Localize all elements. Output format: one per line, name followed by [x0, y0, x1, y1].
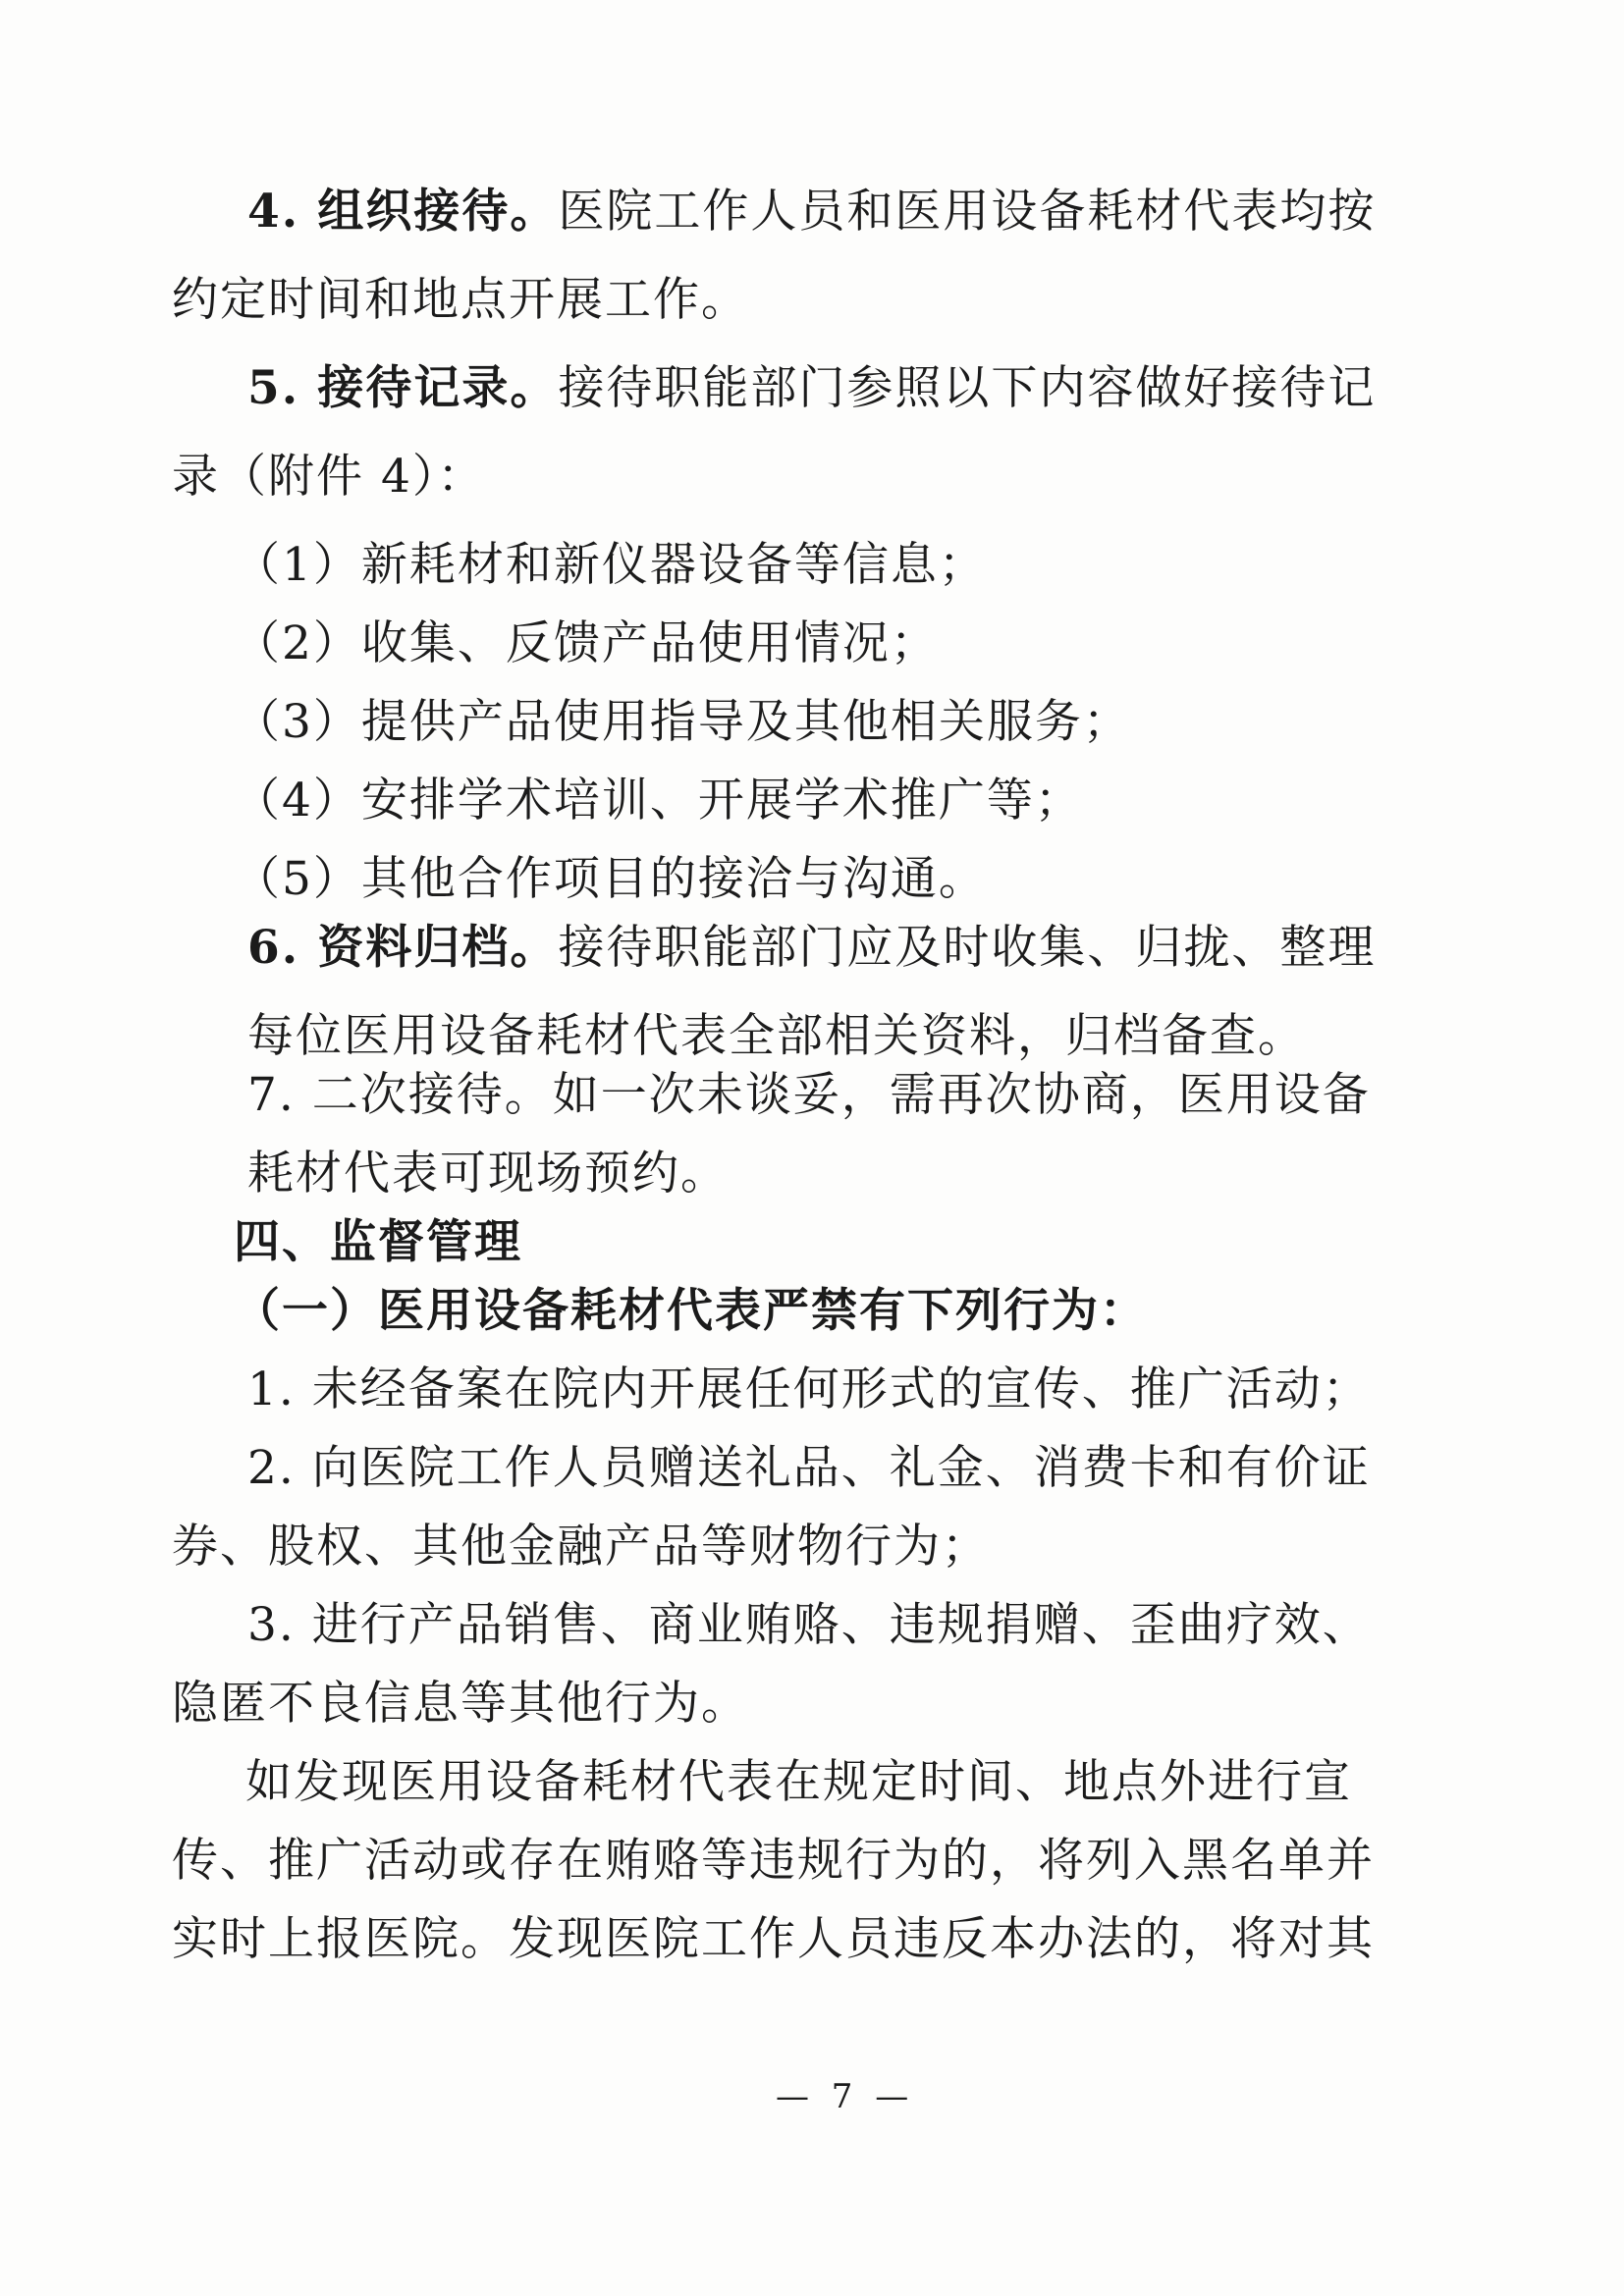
paragraph-lead: 4. 组织接待。	[247, 185, 559, 239]
paragraph-line: 耗材代表可现场预约。	[247, 1147, 729, 1201]
paragraph-line: 7. 二次接待。如一次未谈妥，需再次协商，医用设备	[247, 1068, 1371, 1122]
page-number: — 7 —	[776, 2077, 915, 2116]
paragraph-line: 券、股权、其他金融产品等财物行为；	[172, 1520, 990, 1574]
paragraph-text: 接待职能部门应及时收集、归拢、整理	[558, 921, 1377, 975]
paragraph-line: 2. 向医院工作人员赠送礼品、礼金、消费卡和有价证	[247, 1441, 1371, 1495]
paragraph-line: 1. 未经备案在院内开展任何形式的宣传、推广活动；	[247, 1362, 1371, 1416]
paragraph-line	[247, 361, 1376, 416]
paragraph-line	[247, 921, 1376, 976]
paragraph-lead: 6. 资料归档。	[247, 921, 559, 975]
subsection-heading: （一）医用设备耗材代表严禁有下列行为：	[234, 1284, 1148, 1338]
paragraph-lead: 5. 接待记录。	[247, 361, 559, 415]
paragraph-line: 传、推广活动或存在贿赂等违规行为的，将列入黑名单并	[172, 1834, 1375, 1888]
paragraph-text: 医院工作人员和医用设备耗材代表均按	[558, 185, 1377, 239]
paragraph-line: 实时上报医院。发现医院工作人员违反本办法的，将对其	[172, 1912, 1375, 1966]
paragraph-line: 每位医用设备耗材代表全部相关资料，归档备查。	[247, 1009, 1306, 1063]
list-item: （5）其他合作项目的接洽与沟通。	[234, 852, 987, 906]
paragraph-text: 接待职能部门参照以下内容做好接待记	[558, 361, 1377, 415]
paragraph-line: 如发现医用设备耗材代表在规定时间、地点外进行宣	[245, 1755, 1352, 1809]
list-item: （2）收集、反馈产品使用情况；	[234, 616, 939, 670]
list-item: （3）提供产品使用指导及其他相关服务；	[234, 695, 1131, 749]
paragraph-line	[247, 185, 1376, 240]
paragraph-line: 隐匿不良信息等其他行为。	[172, 1677, 749, 1731]
list-item: （1）新耗材和新仪器设备等信息；	[234, 538, 987, 592]
paragraph-line: 录（附件 4）：	[172, 450, 486, 504]
paragraph-line: 3. 进行产品销售、商业贿赂、违规捐赠、歪曲疗效、	[247, 1598, 1371, 1652]
paragraph-line: 约定时间和地点开展工作。	[172, 273, 749, 327]
list-item: （4）安排学术培训、开展学术推广等；	[234, 774, 1083, 828]
section-heading: 四、监督管理	[234, 1215, 522, 1269]
